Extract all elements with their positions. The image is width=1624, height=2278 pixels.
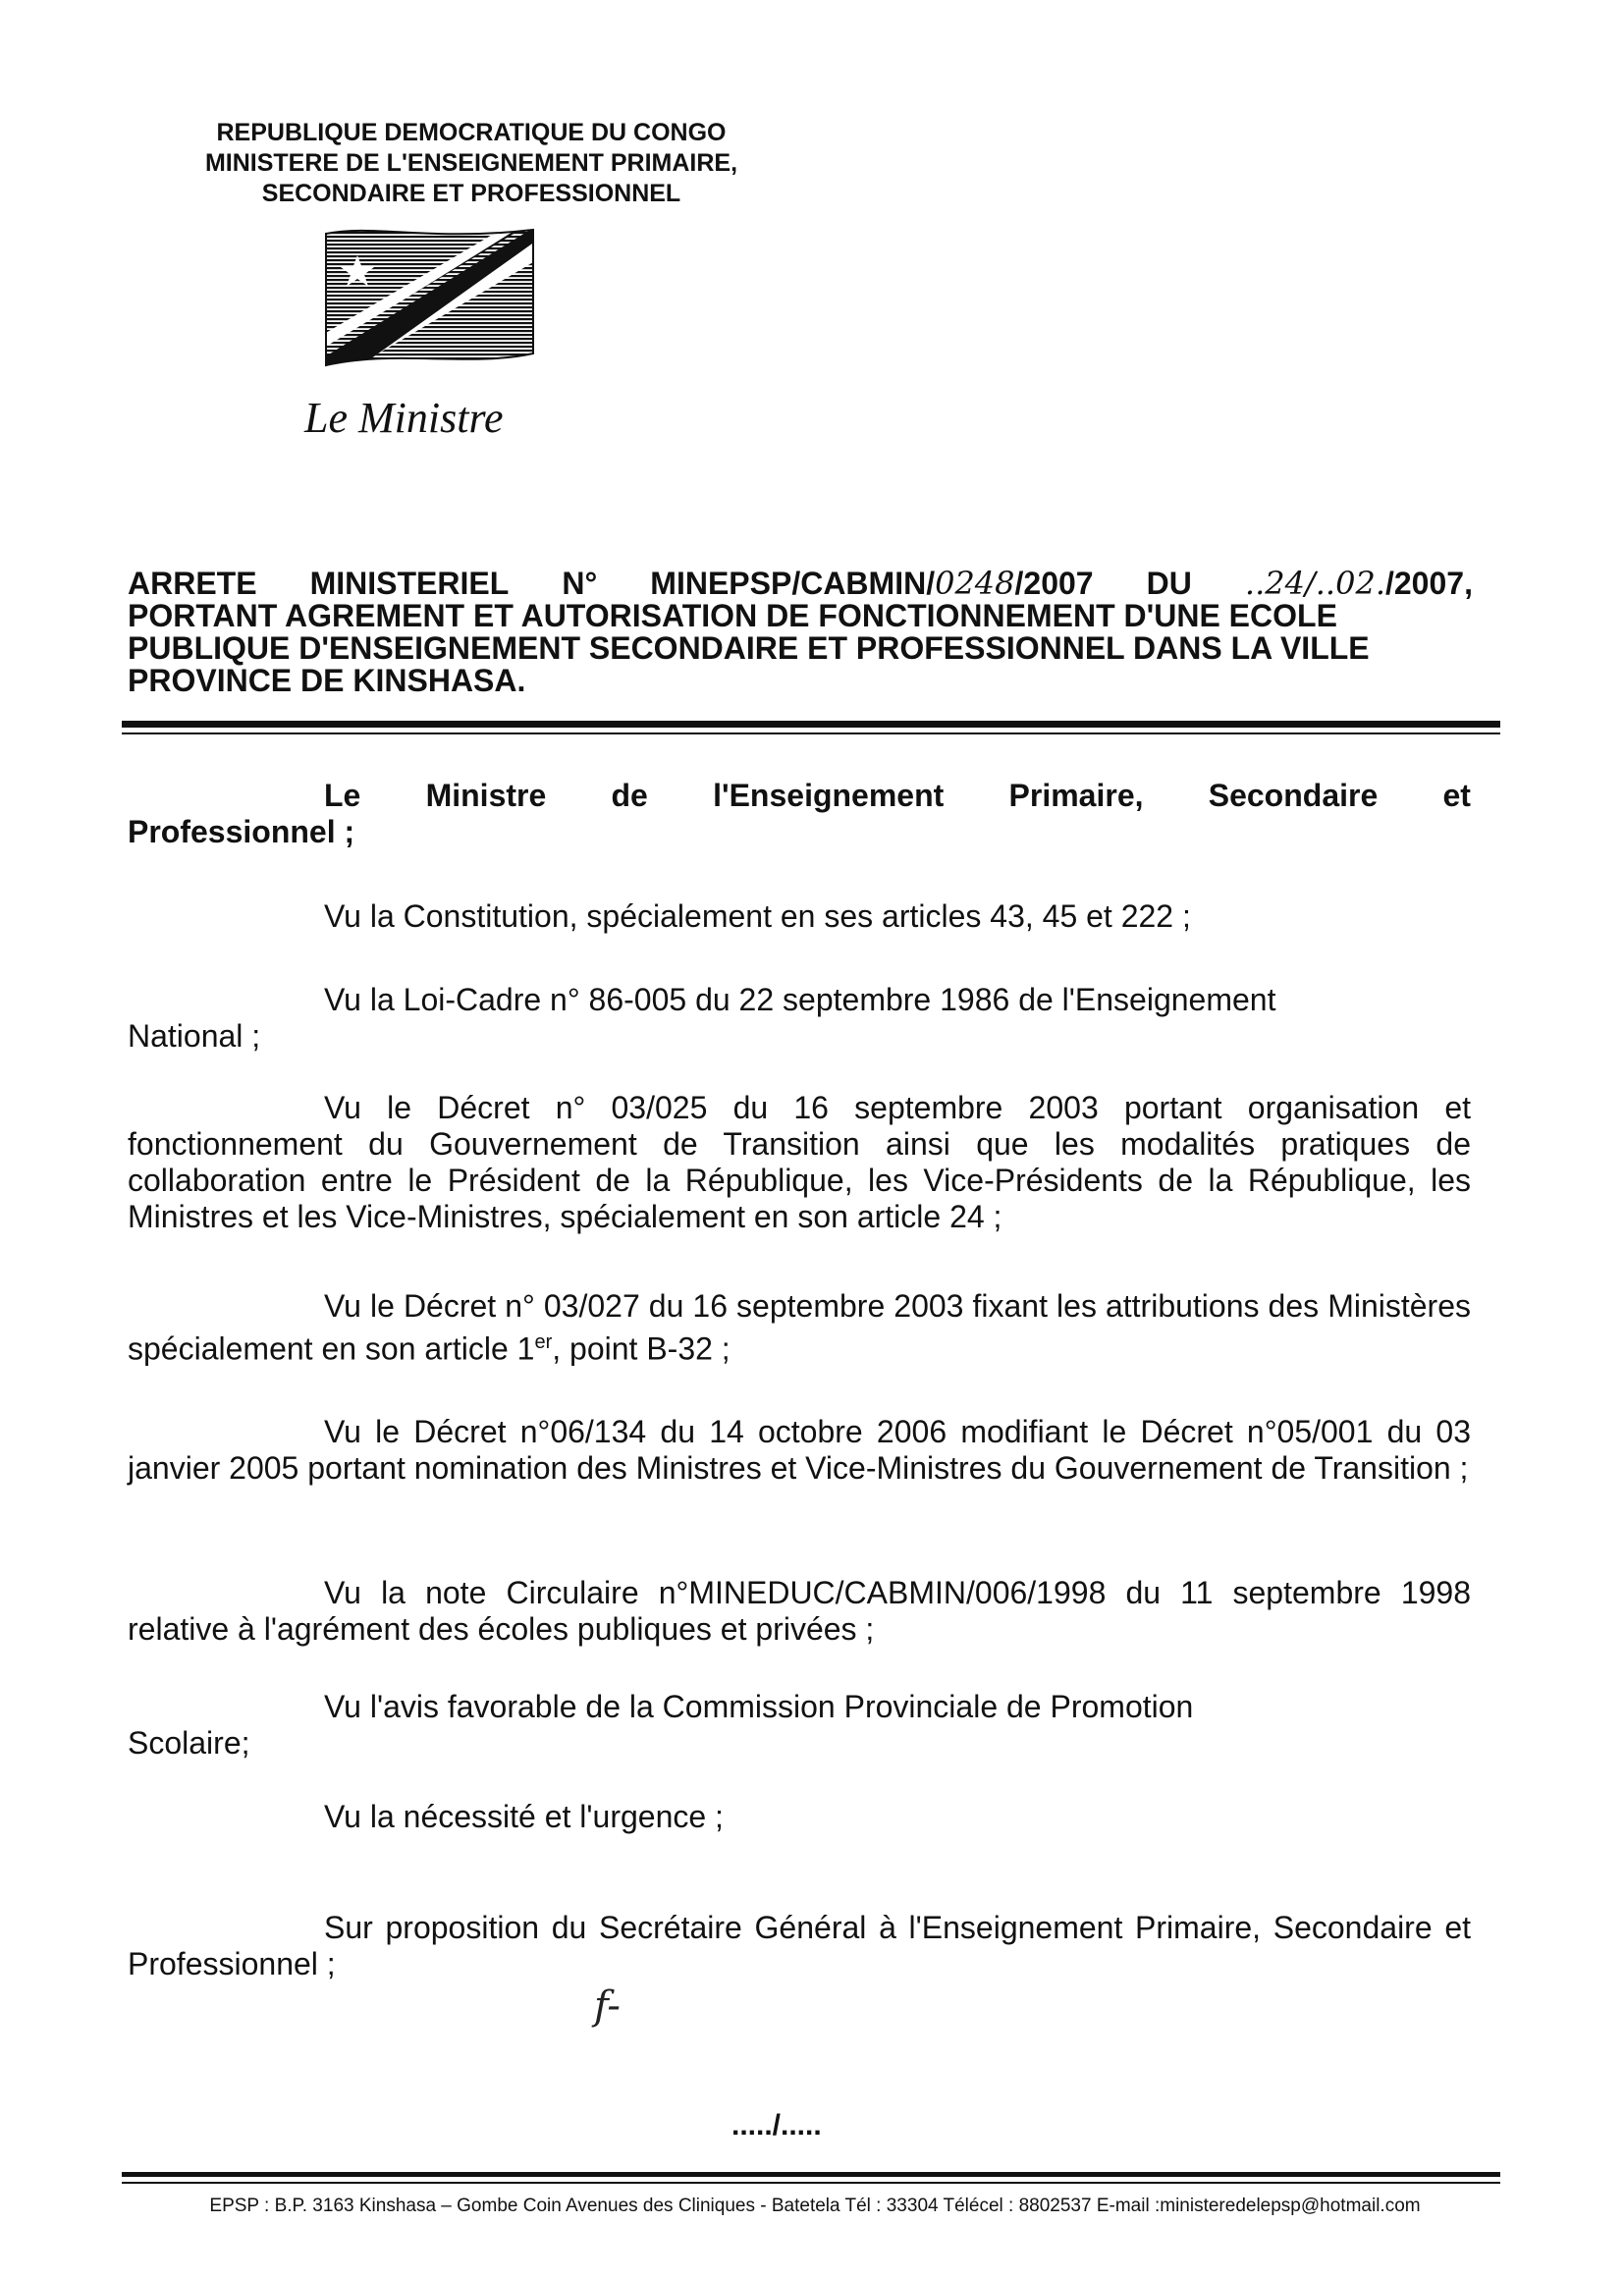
decree-title-line-2 [128,600,1473,632]
decree-title-line-4 [128,665,1473,697]
decree-title [128,565,1473,698]
recital-text: Vu la Loi-Cadre n° 86-005 du 22 septembre 1986 de l'Enseignement [324,982,1276,1017]
recital-decret-06-134 [128,1414,1471,1487]
footer-divider-thin [122,2182,1500,2184]
decree-title-line-3 [128,632,1473,665]
recital-text: Vu la nécessité et l'urgence ; [324,1799,724,1834]
drc-flag-icon [324,224,535,371]
recital-line [128,982,1471,1018]
decree-number: MINEPSP/CABMIN/0248/2007 [650,565,1094,602]
preamble-line-1 [128,778,1471,814]
title-divider-thin [122,732,1500,734]
recital-line: Scolaire; [128,1725,250,1761]
preamble-word: de [611,778,648,813]
recital-line: National ; [128,1018,261,1054]
title-divider-thick [122,721,1500,728]
preamble-word: l'Enseignement [713,778,945,813]
recital-proposition [128,1910,1471,1982]
recital-text: Vu le Décret n° 03/025 du 16 septembre 2003 portant organisation et fonctionnement du Gouvernement de Transition ainsi que les modalités pratiques de collaboration entre le Président de la République, les Vice-Présidents de la République, les Ministres et les Vice-Ministres, spécialement en son article 24 ; [128,1090,1471,1234]
recital-note-circulaire [128,1575,1471,1648]
preamble-word: et [1442,778,1471,813]
title-text: PUBLIQUE D'ENSEIGNEMENT SECONDAIRE ET PROFESSIONNEL DANS LA VILLE [128,630,1370,666]
title-word: DU [1146,566,1192,601]
title-text: PROVINCE DE KINSHASA. [128,663,526,698]
letterhead [157,118,785,209]
page-continuation-mark: ...../..... [731,2109,822,2142]
handwritten-initials: f- [594,1983,621,2029]
recital-text: , point B-32 ; [552,1330,731,1367]
recital-decret-03-025 [128,1090,1471,1235]
preamble-word: Ministre [425,778,547,813]
handwritten-decree-date: ..24/..02. [1244,565,1385,602]
footer-divider-thick [122,2172,1500,2177]
recital-text: Vu la note Circulaire n°MINEDUC/CABMIN/006/1998 du 11 septembre 1998 relative à l'agrément des écoles publiques et privées ; [128,1575,1471,1647]
letterhead-line-ministry-cont: SECONDAIRE ET PROFESSIONNEL [261,180,681,207]
recital-text: Sur proposition du Secrétaire Général à l'Enseignement Primaire, Secondaire et Professionnel ; [128,1910,1471,1981]
preamble-minister [128,778,1471,850]
recital-constitution [128,898,1471,935]
recital-loi-cadre [128,982,1471,1055]
minister-heading: Le Ministre [304,394,504,442]
decree-date: ..24/..02./2007, [1244,565,1473,602]
recital-line: Vu l'avis favorable de la Commission Provinciale de Promotion [324,1689,1194,1724]
decree-title-line-1 [128,565,1473,602]
recital-commission [128,1689,1471,1762]
recital-text: Vu le Décret n° 03/027 du 16 septembre 2003 fixant les attributions des Ministères spécialement en son article 1 [128,1288,1471,1367]
title-word: N° [562,566,598,601]
title-word: MINISTERIEL [309,566,510,601]
preamble-word: Primaire, [1008,778,1144,813]
preamble-word: Le [324,778,361,813]
preamble-word: Secondaire [1208,778,1379,813]
footer-contact: EPSP : B.P. 3163 Kinshasa – Gombe Coin Avenues des Cliniques - Batetela Tél : 33304 Télécel : 8802537 E-mail :ministeredelepsp@hotmail.com [209,2196,1421,2216]
letterhead-line-country: REPUBLIQUE DEMOCRATIQUE DU CONGO [216,119,727,146]
recital-text: Vu le Décret n°06/134 du 14 octobre 2006 modifiant le Décret n°05/001 du 03 janvier 2005 portant nomination des Ministres et Vice-Ministres du Gouvernement de Transition ; [128,1414,1471,1486]
title-text: PORTANT AGREMENT ET AUTORISATION DE FONCTIONNEMENT D'UNE ECOLE [128,598,1337,633]
recital-urgence [128,1799,1471,1835]
title-word: ARRETE [128,566,257,601]
preamble-line-2: Professionnel ; [128,814,355,849]
letterhead-line-ministry: MINISTERE DE L'ENSEIGNEMENT PRIMAIRE, [204,149,738,177]
handwritten-decree-number: 0248 [935,565,1015,602]
recital-decret-03-027 [128,1288,1471,1368]
superscript: er [534,1331,553,1353]
recital-text: Vu la Constitution, spécialement en ses articles 43, 45 et 222 ; [324,898,1191,934]
